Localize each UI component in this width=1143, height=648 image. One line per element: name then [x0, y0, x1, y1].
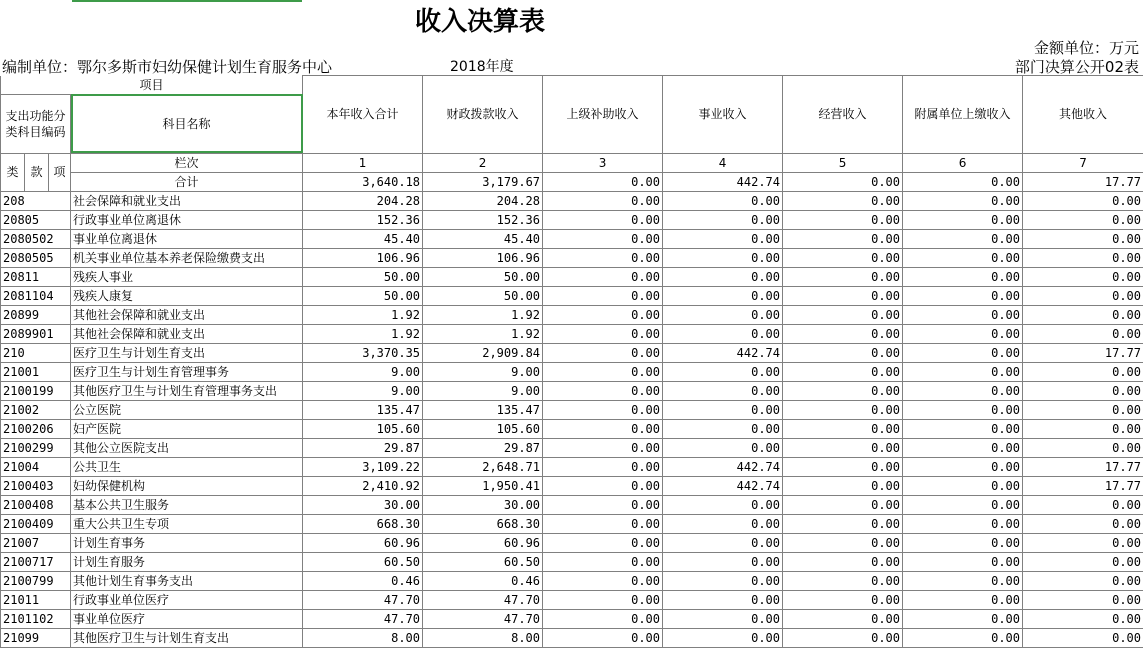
row-value[interactable]: 9.00	[303, 381, 423, 400]
row-value[interactable]: 135.47	[303, 400, 423, 419]
row-value[interactable]: 442.74	[663, 457, 783, 476]
table-row[interactable]	[1, 324, 1143, 343]
row-value[interactable]: 60.96	[303, 533, 423, 552]
total-row[interactable]	[1, 172, 1143, 191]
row-name[interactable]: 其他社会保障和就业支出	[71, 324, 303, 343]
row-value[interactable]: 0.00	[783, 438, 903, 457]
row-name[interactable]: 其他社会保障和就业支出	[71, 305, 303, 324]
row-value[interactable]: 0.00	[903, 305, 1023, 324]
row-code[interactable]: 2101102	[1, 609, 71, 628]
row-value[interactable]: 0.00	[663, 267, 783, 286]
row-value[interactable]: 0.00	[663, 324, 783, 343]
row-value[interactable]: 0.00	[663, 571, 783, 590]
row-value[interactable]: 0.00	[903, 457, 1023, 476]
row-value[interactable]: 1.92	[423, 305, 543, 324]
table-row[interactable]	[1, 514, 1143, 533]
row-code[interactable]: 21001	[1, 362, 71, 381]
table-row[interactable]	[1, 533, 1143, 552]
row-code[interactable]: 21011	[1, 590, 71, 609]
row-code[interactable]: 2080502	[1, 229, 71, 248]
row-value[interactable]: 9.00	[423, 362, 543, 381]
row-value[interactable]: 0.00	[783, 229, 903, 248]
row-value[interactable]: 0.00	[903, 229, 1023, 248]
row-value[interactable]: 0.00	[543, 229, 663, 248]
table-row[interactable]	[1, 267, 1143, 286]
row-value[interactable]: 0.00	[663, 609, 783, 628]
row-value[interactable]: 0.00	[663, 590, 783, 609]
row-value[interactable]: 0.00	[903, 191, 1023, 210]
row-name[interactable]: 计划生育事务	[71, 533, 303, 552]
row-value[interactable]: 0.46	[303, 571, 423, 590]
row-value[interactable]: 9.00	[423, 381, 543, 400]
row-code[interactable]: 2089901	[1, 324, 71, 343]
table-row[interactable]	[1, 609, 1143, 628]
table-row[interactable]	[1, 191, 1143, 210]
row-value[interactable]: 60.50	[423, 552, 543, 571]
row-value[interactable]: 0.00	[783, 343, 903, 362]
row-name[interactable]: 残疾人事业	[71, 267, 303, 286]
row-value[interactable]: 442.74	[663, 476, 783, 495]
row-value[interactable]: 0.00	[1023, 248, 1143, 267]
row-value[interactable]: 0.00	[1023, 362, 1143, 381]
row-value[interactable]: 0.00	[543, 305, 663, 324]
row-value[interactable]: 9.00	[303, 362, 423, 381]
row-code[interactable]: 2100408	[1, 495, 71, 514]
row-name[interactable]: 机关事业单位基本养老保险缴费支出	[71, 248, 303, 267]
row-value[interactable]: 30.00	[423, 495, 543, 514]
row-value[interactable]: 0.00	[1023, 305, 1143, 324]
row-value[interactable]: 0.00	[903, 571, 1023, 590]
row-value[interactable]: 0.00	[663, 628, 783, 647]
row-value[interactable]: 0.00	[1023, 210, 1143, 229]
org-label: 编制单位：鄂尔多斯市妇幼保健计划生育服务中心	[2, 58, 332, 76]
row-value[interactable]: 0.00	[663, 552, 783, 571]
row-value[interactable]: 2,410.92	[303, 476, 423, 495]
row-value[interactable]: 45.40	[423, 229, 543, 248]
row-value[interactable]: 0.00	[783, 457, 903, 476]
row-code[interactable]: 21004	[1, 457, 71, 476]
row-code[interactable]: 20805	[1, 210, 71, 229]
row-value[interactable]: 0.00	[1023, 229, 1143, 248]
col-header-other[interactable]: 其他收入	[1023, 76, 1143, 154]
row-name[interactable]: 其他计划生育事务支出	[71, 571, 303, 590]
row-value[interactable]: 3,370.35	[303, 343, 423, 362]
row-value[interactable]: 0.00	[1023, 571, 1143, 590]
row-value[interactable]: 47.70	[303, 590, 423, 609]
row-value[interactable]: 0.00	[543, 210, 663, 229]
row-value[interactable]: 0.00	[783, 267, 903, 286]
row-value[interactable]: 0.00	[543, 590, 663, 609]
row-name[interactable]: 公共卫生	[71, 457, 303, 476]
row-value[interactable]: 0.00	[543, 381, 663, 400]
row-value[interactable]: 0.00	[903, 248, 1023, 267]
row-value[interactable]: 0.00	[903, 590, 1023, 609]
row-value[interactable]: 45.40	[303, 229, 423, 248]
row-value[interactable]: 668.30	[303, 514, 423, 533]
total-cell[interactable]: 0.00	[903, 172, 1023, 191]
table-row[interactable]	[1, 419, 1143, 438]
row-value[interactable]: 0.00	[1023, 628, 1143, 647]
row-name[interactable]: 公立医院	[71, 400, 303, 419]
row-value[interactable]: 0.00	[1023, 533, 1143, 552]
row-code[interactable]: 2100199	[1, 381, 71, 400]
row-value[interactable]: 204.28	[303, 191, 423, 210]
row-name[interactable]: 妇产医院	[71, 419, 303, 438]
row-value[interactable]: 105.60	[423, 419, 543, 438]
col-header-fiscal[interactable]: 财政拨款收入	[423, 76, 543, 154]
table-row[interactable]	[1, 248, 1143, 267]
row-value[interactable]: 0.00	[543, 609, 663, 628]
table-row[interactable]	[1, 210, 1143, 229]
row-value[interactable]: 106.96	[423, 248, 543, 267]
col-no: 1	[303, 153, 423, 172]
row-value[interactable]: 0.00	[903, 609, 1023, 628]
col-no: 4	[663, 153, 783, 172]
col-header-business[interactable]: 事业收入	[663, 76, 783, 154]
income-table	[0, 75, 1143, 648]
total-cell[interactable]: 0.00	[783, 172, 903, 191]
row-value[interactable]: 29.87	[303, 438, 423, 457]
row-value[interactable]: 50.00	[423, 267, 543, 286]
row-value[interactable]: 0.00	[903, 400, 1023, 419]
item-group-header: 项目	[1, 76, 303, 95]
row-code[interactable]: 21007	[1, 533, 71, 552]
row-value[interactable]: 0.00	[783, 419, 903, 438]
row-name[interactable]: 计划生育服务	[71, 552, 303, 571]
row-code[interactable]: 2100717	[1, 552, 71, 571]
row-value[interactable]: 0.00	[543, 191, 663, 210]
table-row[interactable]	[1, 381, 1143, 400]
row-value[interactable]: 0.00	[663, 286, 783, 305]
row-value[interactable]: 0.00	[543, 324, 663, 343]
table-row[interactable]	[1, 362, 1143, 381]
row-value[interactable]: 0.00	[903, 381, 1023, 400]
row-value[interactable]: 0.00	[783, 495, 903, 514]
row-value[interactable]: 0.00	[543, 400, 663, 419]
table-row[interactable]	[1, 438, 1143, 457]
row-value[interactable]: 0.00	[543, 438, 663, 457]
row-value[interactable]: 0.00	[663, 495, 783, 514]
row-value[interactable]: 50.00	[303, 267, 423, 286]
row-code[interactable]: 2080505	[1, 248, 71, 267]
row-value[interactable]: 47.70	[423, 609, 543, 628]
row-value[interactable]: 0.00	[663, 248, 783, 267]
total-label: 合计	[71, 172, 303, 191]
row-code[interactable]: 21099	[1, 628, 71, 647]
row-value[interactable]: 2,909.84	[423, 343, 543, 362]
row-value[interactable]: 0.00	[783, 628, 903, 647]
row-value[interactable]: 8.00	[303, 628, 423, 647]
row-value[interactable]: 30.00	[303, 495, 423, 514]
row-value[interactable]: 0.46	[423, 571, 543, 590]
row-value[interactable]: 0.00	[663, 438, 783, 457]
row-value[interactable]: 0.00	[903, 628, 1023, 647]
row-value[interactable]: 0.00	[903, 419, 1023, 438]
table-row[interactable]	[1, 495, 1143, 514]
table-row[interactable]	[1, 457, 1143, 476]
row-value[interactable]: 2,648.71	[423, 457, 543, 476]
row-code[interactable]: 2100206	[1, 419, 71, 438]
name-header[interactable]: 科目名称	[71, 94, 303, 153]
row-value[interactable]: 0.00	[663, 305, 783, 324]
row-value[interactable]: 17.77	[1023, 343, 1143, 362]
row-value[interactable]: 0.00	[543, 267, 663, 286]
row-value[interactable]: 47.70	[303, 609, 423, 628]
row-code[interactable]: 210	[1, 343, 71, 362]
row-value[interactable]: 0.00	[783, 590, 903, 609]
row-value[interactable]: 0.00	[903, 514, 1023, 533]
row-value[interactable]: 0.00	[1023, 438, 1143, 457]
row-value[interactable]: 0.00	[1023, 495, 1143, 514]
row-value[interactable]: 0.00	[663, 400, 783, 419]
row-value[interactable]: 0.00	[783, 305, 903, 324]
row-value[interactable]: 1.92	[303, 324, 423, 343]
page-title: 收入决算表	[300, 4, 660, 40]
total-cell[interactable]: 442.74	[663, 172, 783, 191]
row-value[interactable]: 0.00	[543, 362, 663, 381]
table-row[interactable]	[1, 590, 1143, 609]
row-name[interactable]: 医疗卫生与计划生育管理事务	[71, 362, 303, 381]
row-value[interactable]: 29.87	[423, 438, 543, 457]
row-name[interactable]: 其他公立医院支出	[71, 438, 303, 457]
row-value[interactable]: 0.00	[1023, 324, 1143, 343]
row-value[interactable]: 1.92	[303, 305, 423, 324]
col-no: 7	[1023, 153, 1143, 172]
table-row[interactable]	[1, 286, 1143, 305]
row-value[interactable]: 0.00	[903, 552, 1023, 571]
row-value[interactable]: 0.00	[783, 571, 903, 590]
table-row[interactable]	[1, 343, 1143, 362]
row-value[interactable]: 0.00	[1023, 381, 1143, 400]
row-value[interactable]: 1,950.41	[423, 476, 543, 495]
row-value[interactable]: 0.00	[1023, 590, 1143, 609]
row-value[interactable]: 50.00	[303, 286, 423, 305]
col-no: 6	[903, 153, 1023, 172]
row-value[interactable]: 0.00	[903, 476, 1023, 495]
row-value[interactable]: 0.00	[543, 476, 663, 495]
total-cell[interactable]: 3,179.67	[423, 172, 543, 191]
row-value[interactable]: 0.00	[1023, 400, 1143, 419]
row-value[interactable]: 0.00	[543, 552, 663, 571]
col-no: 5	[783, 153, 903, 172]
row-value[interactable]: 50.00	[423, 286, 543, 305]
xiang-header: 项	[49, 153, 71, 191]
row-value[interactable]: 135.47	[423, 400, 543, 419]
row-value[interactable]: 0.00	[543, 286, 663, 305]
table-row[interactable]	[1, 571, 1143, 590]
row-code[interactable]: 2100799	[1, 571, 71, 590]
row-value[interactable]: 0.00	[783, 609, 903, 628]
row-name[interactable]: 行政事业单位离退休	[71, 210, 303, 229]
row-name[interactable]: 妇幼保健机构	[71, 476, 303, 495]
row-value[interactable]: 47.70	[423, 590, 543, 609]
lei-header: 类	[1, 153, 25, 191]
total-cell[interactable]: 0.00	[543, 172, 663, 191]
row-value[interactable]: 0.00	[903, 438, 1023, 457]
row-value[interactable]: 0.00	[663, 191, 783, 210]
row-value[interactable]: 0.00	[663, 210, 783, 229]
kuan-header: 款	[25, 153, 49, 191]
row-value[interactable]: 0.00	[1023, 267, 1143, 286]
row-value[interactable]: 17.77	[1023, 457, 1143, 476]
row-value[interactable]: 0.00	[1023, 286, 1143, 305]
row-value[interactable]: 0.00	[783, 552, 903, 571]
row-name[interactable]: 行政事业单位医疗	[71, 590, 303, 609]
row-value[interactable]: 204.28	[423, 191, 543, 210]
table-row[interactable]	[1, 400, 1143, 419]
row-code[interactable]: 2081104	[1, 286, 71, 305]
row-name[interactable]: 事业单位医疗	[71, 609, 303, 628]
row-value[interactable]: 105.60	[303, 419, 423, 438]
row-value[interactable]: 0.00	[903, 343, 1023, 362]
col-header-affiliated[interactable]: 附属单位上缴收入	[903, 76, 1023, 154]
row-name[interactable]: 医疗卫生与计划生育支出	[71, 343, 303, 362]
row-value[interactable]: 0.00	[783, 248, 903, 267]
total-cell[interactable]: 3,640.18	[303, 172, 423, 191]
total-cell[interactable]: 17.77	[1023, 172, 1143, 191]
col-header-operating[interactable]: 经营收入	[783, 76, 903, 154]
row-value[interactable]: 1.92	[423, 324, 543, 343]
row-value[interactable]: 0.00	[543, 495, 663, 514]
row-name[interactable]: 社会保障和就业支出	[71, 191, 303, 210]
form-code-label: 部门决算公开02表	[1015, 58, 1139, 76]
row-name[interactable]: 其他医疗卫生与计划生育管理事务支出	[71, 381, 303, 400]
row-value[interactable]: 0.00	[543, 419, 663, 438]
row-value[interactable]: 0.00	[903, 533, 1023, 552]
row-value[interactable]: 0.00	[1023, 609, 1143, 628]
row-value[interactable]: 0.00	[543, 457, 663, 476]
row-value[interactable]: 0.00	[543, 533, 663, 552]
row-code[interactable]: 2100403	[1, 476, 71, 495]
row-name[interactable]: 重大公共卫生专项	[71, 514, 303, 533]
row-code[interactable]: 21002	[1, 400, 71, 419]
row-code[interactable]: 20811	[1, 267, 71, 286]
row-code[interactable]: 2100299	[1, 438, 71, 457]
col-no: 2	[423, 153, 543, 172]
row-value[interactable]: 0.00	[783, 533, 903, 552]
row-value[interactable]: 0.00	[1023, 419, 1143, 438]
row-name[interactable]: 事业单位离退休	[71, 229, 303, 248]
row-value[interactable]: 0.00	[783, 400, 903, 419]
row-value[interactable]: 17.77	[1023, 476, 1143, 495]
row-value[interactable]: 0.00	[783, 362, 903, 381]
row-value[interactable]: 0.00	[783, 381, 903, 400]
row-code[interactable]: 2100409	[1, 514, 71, 533]
row-value[interactable]: 0.00	[903, 286, 1023, 305]
row-name[interactable]: 其他医疗卫生与计划生育支出	[71, 628, 303, 647]
unit-label: 金额单位：万元	[1034, 38, 1139, 58]
row-value[interactable]: 0.00	[783, 191, 903, 210]
row-value[interactable]: 0.00	[663, 514, 783, 533]
row-value[interactable]: 106.96	[303, 248, 423, 267]
row-value[interactable]: 0.00	[543, 514, 663, 533]
row-value[interactable]: 0.00	[783, 210, 903, 229]
table-row[interactable]	[1, 476, 1143, 495]
row-value[interactable]: 152.36	[423, 210, 543, 229]
lanci-header: 栏次	[71, 153, 303, 172]
row-value[interactable]: 668.30	[423, 514, 543, 533]
row-value[interactable]: 152.36	[303, 210, 423, 229]
table-row[interactable]	[1, 229, 1143, 248]
row-value[interactable]: 0.00	[663, 381, 783, 400]
table-row[interactable]	[1, 552, 1143, 571]
year-label: 2018年度	[450, 58, 514, 76]
col-header-superior[interactable]: 上级补助收入	[543, 76, 663, 154]
row-value[interactable]: 0.00	[543, 628, 663, 647]
row-value[interactable]: 0.00	[783, 476, 903, 495]
row-value[interactable]: 8.00	[423, 628, 543, 647]
row-value[interactable]: 0.00	[543, 571, 663, 590]
row-value[interactable]: 0.00	[1023, 191, 1143, 210]
row-value[interactable]: 0.00	[663, 533, 783, 552]
row-value[interactable]: 60.96	[423, 533, 543, 552]
table-row[interactable]	[1, 628, 1143, 647]
row-value[interactable]: 0.00	[1023, 552, 1143, 571]
row-value[interactable]: 0.00	[783, 324, 903, 343]
row-value[interactable]: 0.00	[783, 514, 903, 533]
row-value[interactable]: 0.00	[663, 229, 783, 248]
row-value[interactable]: 0.00	[903, 324, 1023, 343]
row-value[interactable]: 0.00	[663, 362, 783, 381]
header-row-group	[1, 76, 1143, 95]
row-value[interactable]: 0.00	[1023, 514, 1143, 533]
row-name[interactable]: 基本公共卫生服务	[71, 495, 303, 514]
table-row[interactable]	[1, 305, 1143, 324]
row-value[interactable]: 60.50	[303, 552, 423, 571]
row-code[interactable]: 208	[1, 191, 71, 210]
row-value[interactable]: 3,109.22	[303, 457, 423, 476]
row-value[interactable]: 0.00	[543, 343, 663, 362]
col-header-total[interactable]: 本年收入合计	[303, 76, 423, 154]
row-value[interactable]: 442.74	[663, 343, 783, 362]
row-value[interactable]: 0.00	[903, 362, 1023, 381]
row-value[interactable]: 0.00	[663, 419, 783, 438]
row-name[interactable]: 残疾人康复	[71, 286, 303, 305]
active-column-indicator	[72, 0, 302, 2]
row-value[interactable]: 0.00	[903, 210, 1023, 229]
row-code[interactable]: 20899	[1, 305, 71, 324]
row-value[interactable]: 0.00	[543, 248, 663, 267]
row-value[interactable]: 0.00	[903, 267, 1023, 286]
code-header[interactable]: 支出功能分类科目编码	[1, 94, 71, 153]
row-value[interactable]: 0.00	[903, 495, 1023, 514]
col-no: 3	[543, 153, 663, 172]
row-value[interactable]: 0.00	[783, 286, 903, 305]
